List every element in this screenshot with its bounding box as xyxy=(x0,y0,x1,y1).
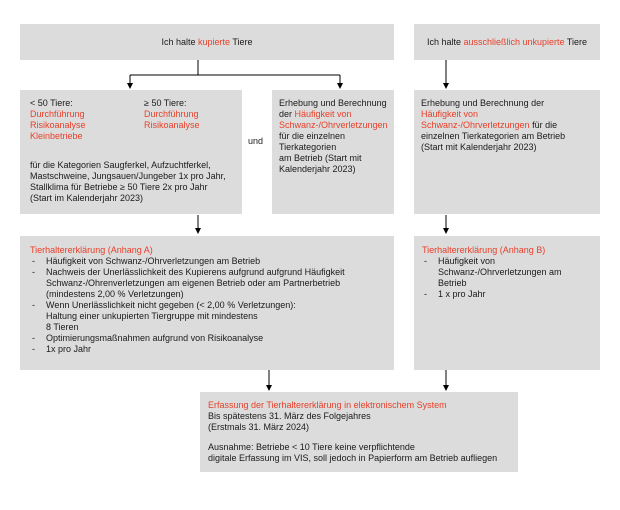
anhang-b-list xyxy=(422,256,594,300)
erhebung-line: für die xyxy=(529,120,558,130)
erhebung-line: (Start mit Kalenderjahr 2023) xyxy=(421,142,537,152)
erhebung-line: Erhebung und Berechnung der xyxy=(421,98,545,108)
erhebung-line: Erhebung und Berechnung xyxy=(279,98,387,108)
body-line: für die Kategorien Saugferkel, Aufzuchtferkel, xyxy=(30,160,211,170)
col1-red-line: Kleinbetriebe xyxy=(30,131,83,141)
erhebung-line: Tierkategorien xyxy=(279,142,337,152)
col1-red-line: Durchführung xyxy=(30,109,85,119)
list-item xyxy=(422,256,594,289)
erhebung-line: am Betrieb (Start mit xyxy=(279,153,362,163)
anhang-a-title: Tierhaltererklärung (Anhang A) xyxy=(30,245,153,255)
col1-red-line: Risikoanalyse xyxy=(30,120,86,130)
col2-red-line: Risikoanalyse xyxy=(144,120,200,130)
item-line: 8 Tieren xyxy=(46,322,79,332)
box-kupierte-tiere xyxy=(20,24,394,60)
body-line: Stallklima für Betriebe ≥ 50 Tiere 2x pro Jahr xyxy=(30,182,208,192)
label-suffix: Tiere xyxy=(564,36,588,47)
anhang-a-list xyxy=(30,256,386,355)
col2-red-line: Durchführung xyxy=(144,109,199,119)
item-line: Schwanz-/Ohrenverletzungen am eigenen Betrieb oder am Partnerbetrieb xyxy=(46,278,341,288)
erhebung-mid-text xyxy=(279,98,388,175)
box-risikoanalyse xyxy=(20,90,242,214)
anhang-a-content xyxy=(30,245,386,355)
risikoanalyse-body xyxy=(30,160,226,204)
item-line: - Optimierungsmaßnahmen aufgrund von Risikoanalyse xyxy=(46,333,264,343)
box-erhebung-unkupiert xyxy=(414,90,600,214)
erfassung-note: digitale Erfassung im VIS, soll jedoch in Papierform am Betrieb aufliegen xyxy=(208,453,498,463)
label-suffix: Tiere xyxy=(230,36,253,47)
box-anhang-a xyxy=(20,236,394,370)
item-line: (mindestens 2,00 % Verletzungen) xyxy=(46,289,184,299)
erfassung-line: Bis spätestens 31. März des Folgejahres xyxy=(208,411,371,421)
item-line: - Nachweis der Unerlässlichkeit des Kupierens aufgrund aufgrund Häufigkeit xyxy=(46,267,345,277)
item-line: - Häufigkeit von xyxy=(438,256,496,266)
col-under-50 xyxy=(30,98,86,142)
body-line: Mastschweine, Jungsauen/Jungeber 1x pro Jahr, xyxy=(30,171,226,181)
label-highlight: ausschließlich unkupierte xyxy=(463,36,565,47)
item-line: Haltung einer unkupierten Tiergruppe mit mindestens xyxy=(46,311,258,321)
erfassung-content xyxy=(208,400,497,464)
label-prefix: Ich halte xyxy=(161,36,198,47)
item-line: Schwanz-/Ohrverletzungen am xyxy=(438,267,562,277)
item-line: - Häufigkeit von Schwanz-/Ohrverletzungen am Betrieb xyxy=(46,256,261,266)
anhang-b-content xyxy=(422,245,594,300)
erhebung-right-text xyxy=(421,98,565,153)
list-item xyxy=(30,344,386,355)
erhebung-line: einzelnen Tierkategorien am Betrieb xyxy=(421,131,566,141)
box-erhebung-kupiert xyxy=(272,90,394,214)
unkupierte-label xyxy=(427,37,587,48)
erhebung-red: Häufigkeit von xyxy=(294,109,352,119)
erhebung-line: für die einzelnen xyxy=(279,131,346,141)
erfassung-note: Ausnahme: Betriebe < 10 Tiere keine verpflichtende xyxy=(208,442,415,452)
anhang-b-title: Tierhaltererklärung (Anhang B) xyxy=(422,245,546,255)
erhebung-line: der xyxy=(279,109,295,119)
erhebung-red: Häufigkeit von xyxy=(421,109,479,119)
label-prefix: Ich halte xyxy=(426,36,464,47)
box-anhang-b xyxy=(414,236,600,370)
box-erfassung xyxy=(200,392,518,472)
kupierte-label xyxy=(161,37,252,48)
box-unkupierte-tiere xyxy=(414,24,600,60)
erhebung-line: Kalenderjahr 2023) xyxy=(279,164,356,174)
list-item xyxy=(422,289,594,300)
body-line: (Start im Kalenderjahr 2023) xyxy=(30,193,144,203)
list-item xyxy=(30,300,386,333)
erfassung-line: (Erstmals 31. März 2024) xyxy=(208,422,310,432)
erhebung-red: Schwanz-/Ohrverletzungen xyxy=(421,120,530,130)
list-item xyxy=(30,267,386,300)
item-line: - 1x pro Jahr xyxy=(46,344,92,354)
item-line: - 1 x pro Jahr xyxy=(438,289,486,299)
item-line: - Wenn Unerlässlichkeit nicht gegeben (< 2,00 % Verletzungen): xyxy=(46,300,296,310)
list-item xyxy=(30,333,386,344)
und-connector: und xyxy=(248,136,264,146)
erfassung-title: Erfassung der Tierhaltererklärung in elektronischem System xyxy=(208,400,447,410)
col1-title: < 50 Tiere: xyxy=(30,98,73,108)
list-item xyxy=(30,256,386,267)
label-highlight: kupierte xyxy=(197,36,231,47)
col-over-50 xyxy=(144,98,200,131)
erhebung-red: Schwanz-/Ohrverletzungen xyxy=(279,120,388,130)
item-line: Betrieb xyxy=(438,278,467,288)
col2-title: ≥ 50 Tiere: xyxy=(144,98,187,108)
